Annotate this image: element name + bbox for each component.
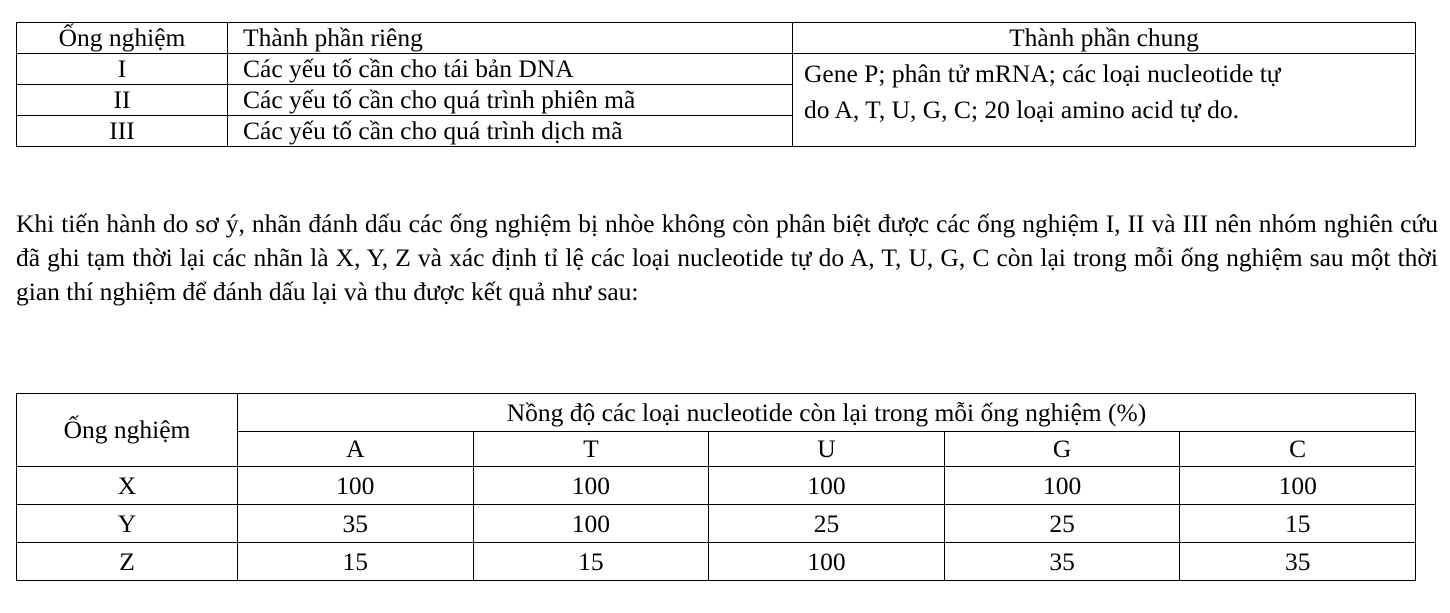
common-components-cell	[793, 54, 1416, 147]
table-row	[17, 543, 1416, 581]
value-cell: 100	[473, 467, 709, 505]
table-header-row	[17, 23, 1416, 54]
value-cell: 15	[238, 543, 474, 581]
value-cell: 100	[238, 467, 474, 505]
table-header-row	[17, 394, 1416, 432]
specific-component: Các yếu tố cần cho tái bản DNA	[228, 54, 793, 85]
table-row	[17, 54, 1416, 85]
common-components-line-1: Gene P; phân tử mRNA; các loại nucleotide tự	[804, 59, 1281, 88]
header-nucleotide-t: T	[473, 432, 709, 467]
value-cell: 35	[238, 505, 474, 543]
table-row	[17, 467, 1416, 505]
tube-label: X	[17, 467, 238, 505]
value-cell: 100	[944, 467, 1180, 505]
value-cell: 35	[944, 543, 1180, 581]
value-cell: 100	[1180, 467, 1416, 505]
header-nucleotide-a: A	[238, 432, 474, 467]
tube-label: III	[17, 116, 228, 147]
experiment-setup-table	[16, 22, 1416, 147]
value-cell: 25	[709, 505, 945, 543]
header-concentration-group: Nồng độ các loại nucleotide còn lại trong mỗi ống nghiệm (%)	[238, 394, 1416, 432]
common-components-line-2: do A, T, U, G, C; 20 loại amino acid tự do.	[804, 95, 1240, 124]
tube-label: Z	[17, 543, 238, 581]
value-cell: 100	[709, 543, 945, 581]
value-cell: 15	[1180, 505, 1416, 543]
value-cell: 15	[473, 543, 709, 581]
tube-label: Y	[17, 505, 238, 543]
header-common-components: Thành phần chung	[793, 23, 1416, 54]
tube-label: II	[17, 85, 228, 116]
description-paragraph: Khi tiến hành do sơ ý, nhãn đánh dấu các ống nghiệm bị nhòe không còn phân biệt được các ống nghiệm I, II và III nên nhóm nghiên cứu đã ghi tạm thời lại các nhãn là X, Y, Z và xác định tỉ lệ các loại nucleotide tự do A, T, U, G, C còn lại trong mỗi ống nghiệm sau một thời gian thí nghiệm để đánh dấu lại và thu được kết quả như sau:	[16, 209, 1438, 306]
tube-label: I	[17, 54, 228, 85]
table-row	[17, 505, 1416, 543]
header-nucleotide-g: G	[944, 432, 1180, 467]
value-cell: 25	[944, 505, 1180, 543]
header-tube: Ống nghiệm	[17, 394, 238, 467]
value-cell: 100	[473, 505, 709, 543]
header-specific-components: Thành phần riêng	[228, 23, 793, 54]
nucleotide-concentration-table	[16, 393, 1416, 581]
value-cell: 35	[1180, 543, 1416, 581]
header-tube: Ống nghiệm	[17, 23, 228, 54]
header-nucleotide-c: C	[1180, 432, 1416, 467]
specific-component: Các yếu tố cần cho quá trình dịch mã	[228, 116, 793, 147]
value-cell: 100	[709, 467, 945, 505]
header-nucleotide-u: U	[709, 432, 945, 467]
specific-component: Các yếu tố cần cho quá trình phiên mã	[228, 85, 793, 116]
